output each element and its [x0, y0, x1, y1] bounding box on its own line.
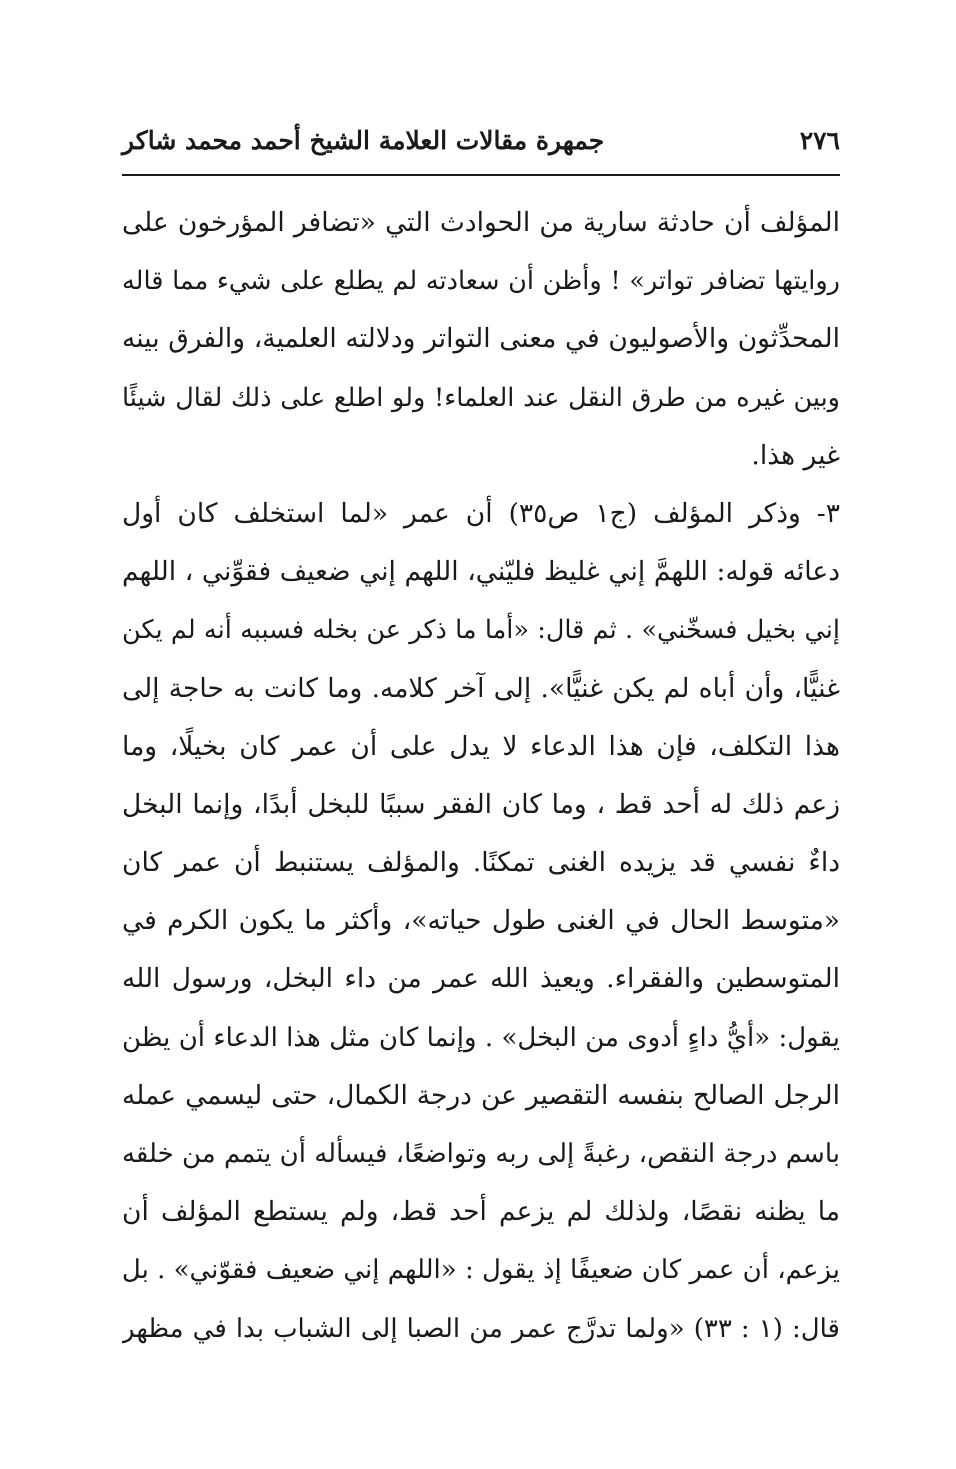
running-title: جمهرة مقالات العلامة الشيخ أحمد محمد شاكر — [122, 126, 605, 155]
text-line: يقول: «أيُّ داءٍ أدوى من البخل» . وإنما كان مثل هذا الدعاء أن يظن — [122, 1022, 840, 1053]
body-text — [122, 200, 840, 1364]
text-line: المحدِّثون والأصوليون في معنى التواتر ودلالته العلمية، والفرق بينه — [122, 323, 840, 355]
header-rule — [122, 174, 840, 176]
text-line: الرجل الصالح بنفسه التقصير عن درجة الكمال، حتى ليسمي عمله — [122, 1079, 840, 1111]
text-line: هذا التكلف، فإن هذا الدعاء لا يدل على أن عمر كان بخيلًا، وما — [122, 730, 840, 762]
text-line: ما يظنه نقصًا، ولذلك لم يزعم أحد قط، ولم يستطع المؤلف أن — [122, 1196, 840, 1228]
text-line: زعم ذلك له أحد قط ، وما كان الفقر سببًا للبخل أبدًا، وإنما البخل — [122, 788, 840, 820]
text-line: ٣- وذكر المؤلف (ج١ ص٣٥) أن عمر «لما استخلف كان أول — [122, 497, 840, 529]
text-line: قال: (١ : ٣٣) «ولما تدرَّج عمر من الصبا إلى الشباب بدا في مظهر — [122, 1313, 840, 1344]
text-line: باسم درجة النقص، رغبةً إلى ربه وتواضعًا، فيسأله أن يتمم من خلقه — [122, 1139, 840, 1169]
text-line: غير هذا. — [751, 439, 840, 471]
text-line: المؤلف أن حادثة سارية من الحوادث التي «تضافر المؤرخون على — [122, 207, 840, 238]
text-line: غنيًّا، وأن أباه لم يكن غنيًّا». إلى آخر كلامه. وما كانت به حاجة إلى — [122, 672, 840, 704]
text-line: روايتها تضافر تواتر» ! وأظن أن سعادته لم يطلع على شيء مما قاله — [122, 266, 840, 297]
text-line: دعائه قوله: اللهمَّ إني غليظ فليّني، اللهم إني ضعيف فقوِّني ، اللهم — [122, 556, 840, 588]
page-header — [122, 122, 840, 172]
text-line: وبين غيره من طرق النقل عند العلماء! ولو اطلع على ذلك لقال شيئًا — [122, 382, 840, 413]
page-number: ٢٧٦ — [799, 126, 840, 155]
text-line: «متوسط الحال في الغنى طول حياته»، وأكثر ما يكون الكرم في — [122, 905, 840, 937]
text-line: يزعم، أن عمر كان ضعيفًا إذ يقول : «اللهم إني ضعيف فقوّني» . بل — [122, 1255, 840, 1286]
text-line: إني بخيل فسخّني» . ثم قال: «أما ما ذكر عن بخله فسببه أنه لم يكن — [122, 615, 840, 646]
text-line: المتوسطين والفقراء. ويعيذ الله عمر من داء البخل، ورسول الله — [122, 963, 840, 995]
text-line: داءٌ نفسي قد يزيده الغنى تمكنًا. والمؤلف يستنبط أن عمر كان — [122, 847, 840, 879]
